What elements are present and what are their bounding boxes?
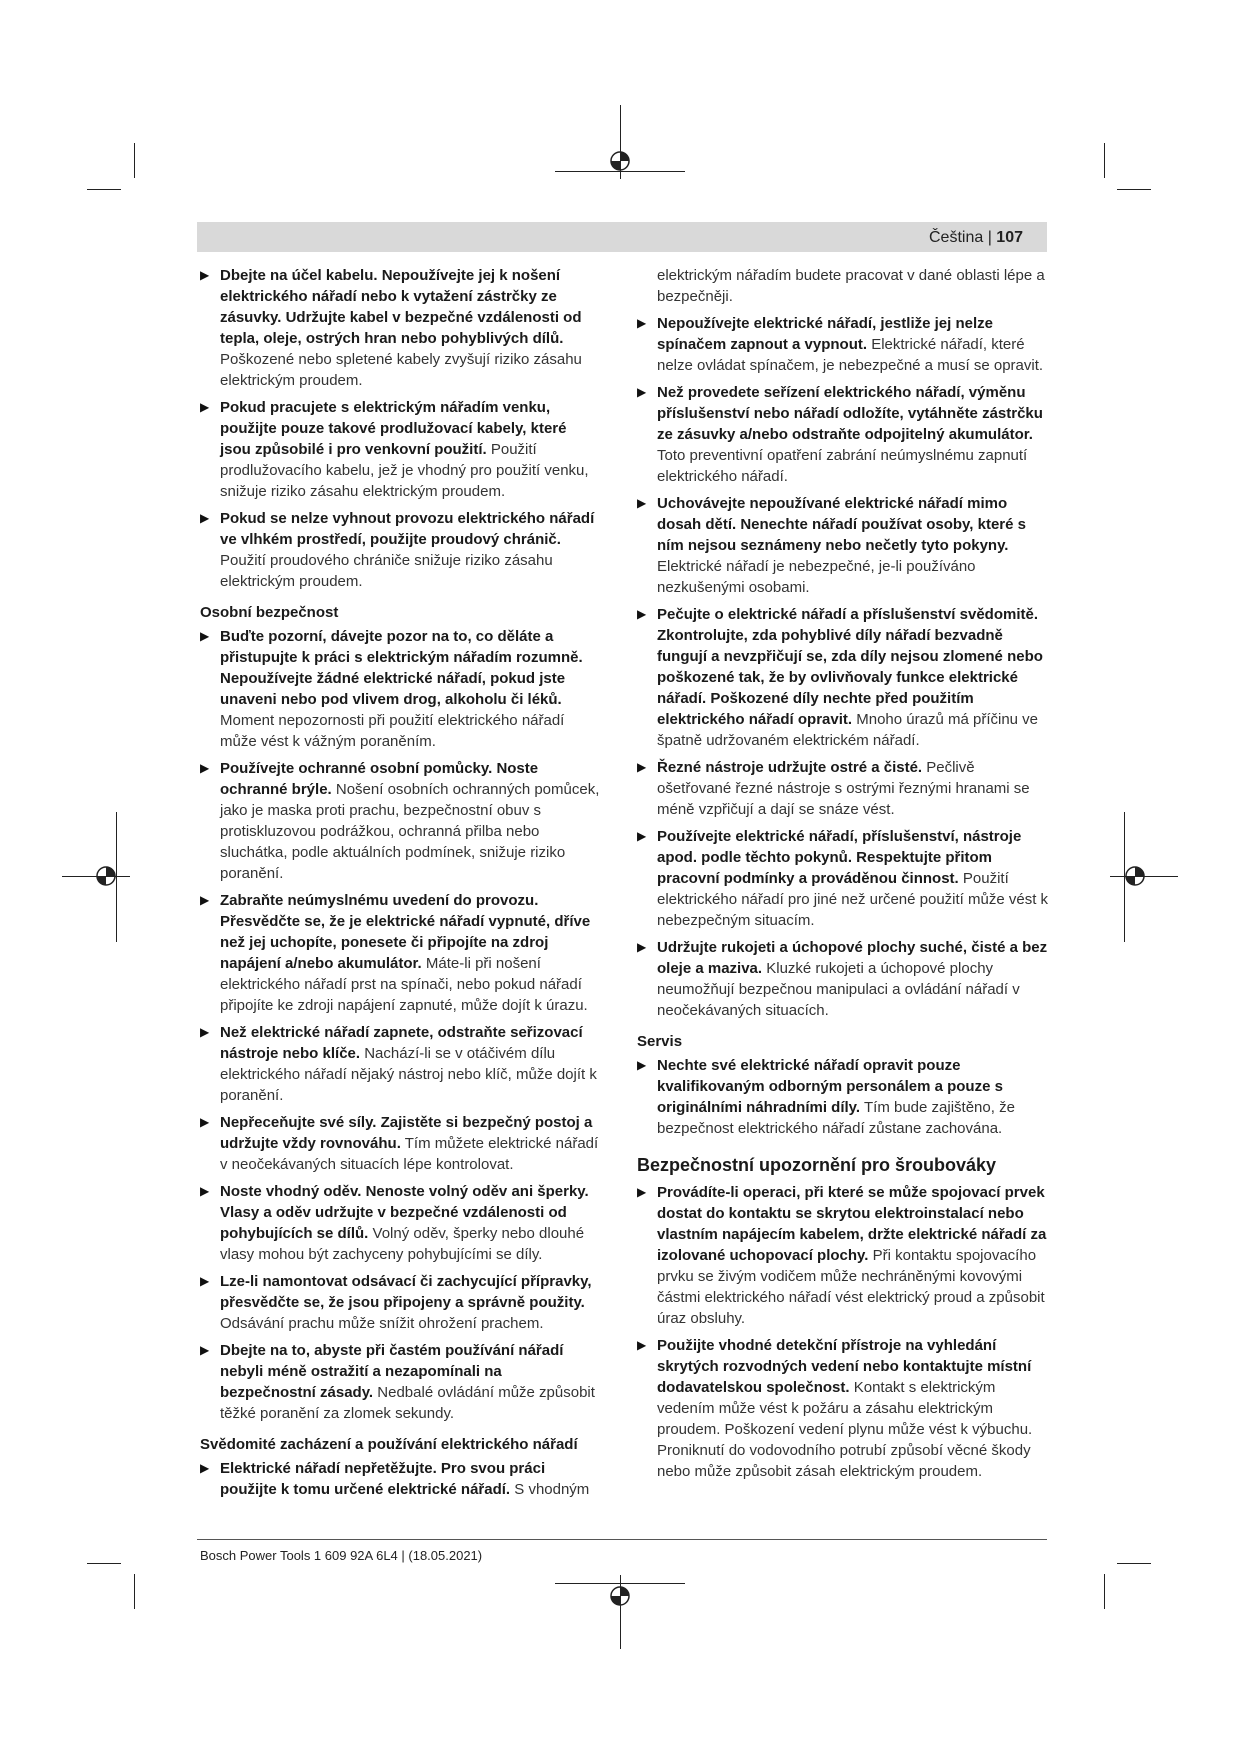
list-item <box>637 1055 1049 1139</box>
instruction-text: Tím bude zajištěno, že bezpečnost elektrického nářadí zůstane zachována. <box>657 1099 1015 1137</box>
section-heading: Svědomité zacházení a používání elektrického nářadí <box>200 1436 578 1453</box>
bullet-icon: ▶ <box>200 893 210 907</box>
crop-mark <box>1104 143 1105 178</box>
list-item <box>200 1458 600 1500</box>
registration-target-icon <box>607 148 633 174</box>
instruction-text: Mnoho úrazů má příčinu ve špatně udržovaném elektrickém nářadí. <box>657 711 1039 749</box>
instruction-bold: Nepoužívejte elektrické nářadí, jestliže jej nelze spínačem zapnout a vypnout. <box>657 315 993 353</box>
list-item <box>200 1181 600 1265</box>
list-item <box>637 382 1049 487</box>
crop-mark <box>134 1574 135 1609</box>
instruction-text: Odsávání prachu může snížit ohrožení prachem. <box>220 1315 544 1332</box>
instruction-text: Použití proudového chrániče snižuje riziko zásahu elektrickým proudem. <box>220 552 553 590</box>
instruction-bold: Pokud se nelze vyhnout provozu elektrického nářadí ve vlhkém prostředí, použijte proudový chránič. <box>220 510 595 548</box>
registration-target-icon <box>1122 863 1148 889</box>
instruction-bold: Používejte ochranné osobní pomůcky. Noste ochranné brýle. <box>220 760 539 798</box>
bullet-icon: ▶ <box>200 761 210 775</box>
left-items-c <box>200 1458 600 1500</box>
instruction-bold: Buďte pozorní, dávejte pozor na to, co děláte a přistupujte k práci s elektrickým nářadím rozumně. Nepoužívejte žádné elektrické nářadí, pokud jste unaveni nebo pod vlivem drog, alkoholu či léků. <box>220 628 583 708</box>
bullet-icon: ▶ <box>637 316 647 330</box>
list-item <box>637 1335 1049 1482</box>
instruction-text: Nošení osobních ochranných pomůcek, jako je maska proti prachu, bezpečnostní obuv s protiskluzovou podrážkou, ochranná přilba nebo sluchátka, podle aktuálních podmínek, snižuje riziko poranění. <box>220 781 600 882</box>
instruction-bold: Noste vhodný oděv. Nenoste volný oděv ani šperky. Vlasy a oděv udržujte v bezpečné vzdálenosti od pohybujících se dílů. <box>220 1183 589 1242</box>
bullet-icon: ▶ <box>637 1185 647 1199</box>
instruction-bold: Než provedete seřízení elektrického nářadí, výměnu příslušenství nebo nářadí odložíte, vytáhněte zástrčku ze zásuvky a/nebo odstraňte odpojitelný akumulátor. <box>657 384 1043 443</box>
instruction-bold: Použijte vhodné detekční přístroje na vyhledání skrytých rozvodných vedení nebo kontaktujte místní dodavatelskou společnost. <box>657 1337 1032 1396</box>
instruction-bold: Udržujte rukojeti a úchopové plochy suché, čisté a bez oleje a maziva. <box>657 939 1048 977</box>
instruction-bold: Pokud pracujete s elektrickým nářadím venku, použijte pouze takové prodlužovací kabely, které jsou způsobilé i pro venkovní použití. <box>220 399 567 458</box>
bullet-icon: ▶ <box>637 607 647 621</box>
instruction-text: Moment nepozornosti při použití elektrického nářadí může vést k vážným poraněním. <box>220 712 565 750</box>
instruction-text: Při kontaktu spojovacího prvku se živým vodičem může nechráněnými kovovými částmi elektrického nářadí vést elektrický proud a způsobit úraz obsluhy. <box>657 1247 1045 1327</box>
list-item <box>200 508 600 592</box>
list-item <box>200 397 600 502</box>
list-item <box>200 1271 600 1334</box>
right-items-a <box>637 313 1049 1021</box>
bullet-icon: ▶ <box>200 1025 210 1039</box>
page-number: 107 <box>996 229 1023 246</box>
left-items-b <box>200 626 600 1424</box>
header-band <box>197 222 1047 252</box>
bullet-icon: ▶ <box>200 629 210 643</box>
continued-text: elektrickým nářadím budete pracovat v dané oblasti lépe a bezpečněji. <box>657 267 1045 305</box>
bullet-icon: ▶ <box>200 1184 210 1198</box>
bullet-icon: ▶ <box>200 1274 210 1288</box>
bullet-icon: ▶ <box>200 268 210 282</box>
left-items-a <box>200 265 600 592</box>
bullet-icon: ▶ <box>200 1115 210 1129</box>
instruction-bold: Uchovávejte nepoužívané elektrické nářadí mimo dosah dětí. Nenechte nářadí používat osoby, které s ním nejsou seznámeny nebo nečetly tyto pokyny. <box>657 495 1026 554</box>
bullet-icon: ▶ <box>200 1343 210 1357</box>
bullet-icon: ▶ <box>637 940 647 954</box>
instruction-text: S vhodným <box>514 1481 590 1498</box>
section-heading: Osobní bezpečnost <box>200 604 339 621</box>
instruction-bold: Zabraňte neúmyslnému uvedení do provozu. Přesvědčte se, že je elektrické nářadí vypnuté, dříve než jej uchopíte, ponesete či připojíte na zdroj napájení a/nebo akumulátor. <box>220 892 591 972</box>
footer-rule <box>197 1539 1047 1540</box>
header-language: Čeština <box>928 229 984 246</box>
instruction-text: Volný oděv, šperky nebo dlouhé vlasy mohou být zachyceny pohybujícími se díly. <box>220 1225 585 1263</box>
instruction-text: Elektrické nářadí je nebezpečné, je-li používáno nezkušenými osobami. <box>657 558 976 596</box>
list-item <box>200 890 600 1016</box>
crop-mark <box>134 143 135 178</box>
list-item <box>200 1112 600 1175</box>
page-footer: Bosch Power Tools 1 609 92A 6L4 | (18.05.2021) <box>200 1548 483 1563</box>
instruction-bold: Elektrické nářadí nepřetěžujte. Pro svou práci použijte k tomu určené elektrické nářadí. <box>220 1460 546 1498</box>
left-column <box>200 265 600 1506</box>
right-items-b <box>637 1055 1049 1139</box>
crop-mark <box>1104 1574 1105 1609</box>
instruction-text: Použití elektrického nářadí pro jiné než určené použití může vést k nebezpečným situacím. <box>657 870 1049 929</box>
instruction-bold: Lze-li namontovat odsávací či zachycující přípravky, přesvědčte se, že jsou připojeny a správně použity. <box>220 1273 592 1311</box>
list-item <box>200 626 600 752</box>
instruction-bold: Pečujte o elektrické nářadí a příslušenství svědomitě. Zkontrolujte, zda pohyblivé díly nářadí bezvadně fungují a nevzpřičují se, zda díly nejsou zlomené nebo poškozené tak, že by ovlivňovaly funkce elektrické nářadí. Poškozené díly nechte před použitím elektrického nářadí opravit. <box>657 606 1043 728</box>
right-items-c <box>637 1182 1049 1482</box>
instruction-bold: Nechte své elektrické nářadí opravit pouze kvalifikovaným odborným personálem a pouze s originálními náhradními díly. <box>657 1057 1003 1116</box>
list-item <box>200 758 600 884</box>
page-header <box>929 228 1023 248</box>
bullet-icon: ▶ <box>200 511 210 525</box>
instruction-text: Kontakt s elektrickým vedením může vést k požáru a zásahu elektrickým proudem. Poškození vedení plynu může vést k výbuchu. Proniknutí do vodovodního potrubí způsobí věcné škody nebo může způsobit zásah elektrickým proudem. <box>657 1379 1033 1480</box>
list-item <box>637 493 1049 598</box>
instruction-bold: Dbejte na účel kabelu. Nepoužívejte jej k nošení elektrického nářadí nebo k vytažení zástrčky ze zásuvky. Udržujte kabel v bezpečné vzdálenosti od tepla, oleje, ostrých hran nebo pohyblivých dílů. <box>220 267 582 347</box>
bullet-icon: ▶ <box>637 760 647 774</box>
crop-mark <box>1117 1563 1151 1564</box>
crop-mark <box>87 1563 121 1564</box>
instruction-text: Nedbalé ovládání může způsobit těžké poranění za zlomek sekundy. <box>220 1384 595 1422</box>
instruction-text: Nachází-li se v otáčivém dílu elektrického nářadí nějaký nástroj nebo klíč, může dojít k poranění. <box>220 1045 597 1104</box>
instruction-text: Pečlivě ošetřované řezné nástroje s ostrými řeznými hranami se méně vzpřičují a dají se snáze vést. <box>657 759 1030 818</box>
bullet-icon: ▶ <box>637 1058 647 1072</box>
right-column <box>637 265 1049 1488</box>
registration-target-icon <box>607 1583 633 1609</box>
list-item <box>637 313 1049 376</box>
instruction-text: Poškozené nebo spletené kabely zvyšují riziko zásahu elektrickým proudem. <box>220 351 582 389</box>
instruction-bold: Dbejte na to, abyste při častém používání nářadí nebyli méně ostražití a nezapomínali na bezpečnostní zásady. <box>220 1342 564 1401</box>
list-item <box>200 1022 600 1106</box>
bullet-icon: ▶ <box>637 496 647 510</box>
list-item <box>200 265 600 391</box>
section-heading: Servis <box>637 1033 683 1050</box>
bullet-icon: ▶ <box>200 400 210 414</box>
crop-mark <box>1117 189 1151 190</box>
instruction-bold: Nepřeceňujte své síly. Zajistěte si bezpečný postoj a udržujte vždy rovnováhu. <box>220 1114 593 1152</box>
registration-target-icon <box>93 863 119 889</box>
crop-mark <box>87 189 121 190</box>
list-item <box>637 826 1049 931</box>
bullet-icon: ▶ <box>200 1461 210 1475</box>
bullet-icon: ▶ <box>637 829 647 843</box>
section-heading: Bezpečnostní upozornění pro šroubováky <box>637 1155 997 1175</box>
instruction-bold: Používejte elektrické nářadí, příslušenství, nástroje apod. podle těchto pokynů. Respektujte přitom pracovní podmínky a prováděnou činnost. <box>657 828 1022 887</box>
instruction-bold: Řezné nástroje udržujte ostré a čisté. <box>657 759 923 776</box>
list-item <box>637 604 1049 751</box>
instruction-text: Použití prodlužovacího kabelu, jež je vhodný pro použití venku, snižuje riziko zásahu elektrickým proudem. <box>220 441 589 500</box>
header-separator: | <box>987 229 992 246</box>
list-item <box>637 757 1049 820</box>
instruction-text: Kluzké rukojeti a úchopové plochy neumožňují bezpečnou manipulaci a ovládání nářadí v neočekávaných situacích. <box>657 960 1020 1019</box>
bullet-icon: ▶ <box>637 1338 647 1352</box>
instruction-text: Toto preventivní opatření zabrání neúmyslnému zapnutí elektrického nářadí. <box>657 447 1028 485</box>
list-item <box>637 937 1049 1021</box>
instruction-text: Tím můžete elektrické nářadí v neočekávaných situacích lépe kontrolovat. <box>220 1135 599 1173</box>
list-item <box>200 1340 600 1424</box>
list-item <box>637 1182 1049 1329</box>
instruction-bold: Než elektrické nářadí zapnete, odstraňte seřizovací nástroje nebo klíče. <box>220 1024 583 1062</box>
instruction-text: Elektrické nářadí, které nelze ovládat spínačem, je nebezpečné a musí se opravit. <box>657 336 1044 374</box>
instruction-bold: Provádíte-li operaci, při které se může spojovací prvek dostat do kontaktu se skrytou elektroinstalací nebo vlastním napájecím kabelem, držte elektrické nářadí za izolované uchopovací plochy. <box>657 1184 1047 1264</box>
instruction-text: Máte-li při nošení elektrického nářadí prst na spínači, nebo pokud nářadí připojíte ke zdroji napájení zapnuté, může dojít k úrazu. <box>220 955 588 1014</box>
bullet-icon: ▶ <box>637 385 647 399</box>
